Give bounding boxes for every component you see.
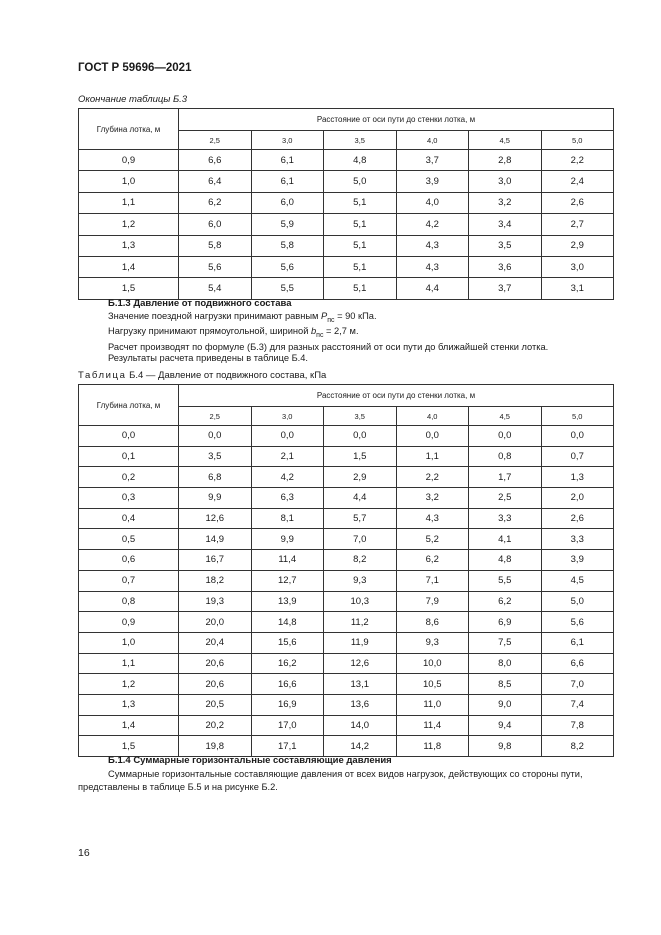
value-cell: 3,5	[469, 235, 542, 256]
section-b13-title: Б.1.3 Давление от подвижного состава	[108, 298, 292, 309]
page-number: 16	[78, 847, 90, 859]
value-cell: 5,2	[396, 529, 469, 550]
value-cell: 2,7	[541, 214, 614, 235]
value-cell: 13,6	[324, 694, 397, 715]
value-cell: 0,0	[251, 426, 324, 447]
value-cell: 16,2	[251, 653, 324, 674]
value-cell: 8,0	[469, 653, 542, 674]
value-cell: 7,0	[324, 529, 397, 550]
value-cell: 6,3	[251, 488, 324, 509]
value-cell: 8,2	[541, 736, 614, 757]
value-cell: 6,8	[179, 467, 252, 488]
table-b3	[78, 108, 614, 300]
table-b3-caption: Окончание таблицы Б.3	[78, 94, 188, 105]
table-b3-col-header: 4,0	[396, 131, 469, 150]
value-cell: 5,0	[324, 171, 397, 192]
table-row	[79, 508, 614, 529]
value-cell: 0,0	[469, 426, 542, 447]
value-cell: 7,9	[396, 591, 469, 612]
value-cell: 7,8	[541, 715, 614, 736]
table-row	[79, 529, 614, 550]
value-cell: 6,6	[541, 653, 614, 674]
value-cell: 5,1	[324, 278, 397, 299]
value-cell: 9,3	[396, 632, 469, 653]
table-b3-col-header: 2,5	[179, 131, 252, 150]
depth-cell: 0,8	[79, 591, 179, 612]
value-cell: 6,9	[469, 612, 542, 633]
value-cell: 16,7	[179, 550, 252, 571]
value-cell: 1,7	[469, 467, 542, 488]
value-cell: 1,1	[396, 446, 469, 467]
value-cell: 5,4	[179, 278, 252, 299]
table-row	[79, 715, 614, 736]
value-cell: 5,5	[251, 278, 324, 299]
value-cell: 1,5	[324, 446, 397, 467]
value-cell: 2,2	[541, 150, 614, 171]
value-cell: 6,2	[396, 550, 469, 571]
value-cell: 4,0	[396, 192, 469, 213]
value-cell: 3,0	[469, 171, 542, 192]
value-cell: 0,0	[396, 426, 469, 447]
value-cell: 2,0	[541, 488, 614, 509]
value-cell: 14,9	[179, 529, 252, 550]
table-b4-row-header: Глубина лотка, м	[79, 385, 179, 426]
depth-cell: 0,1	[79, 446, 179, 467]
value-cell: 16,9	[251, 694, 324, 715]
section-b13-line4: Результаты расчета приведены в таблице Б.4.	[108, 353, 309, 364]
value-cell: 11,0	[396, 694, 469, 715]
table-b3-col-header: 5,0	[541, 131, 614, 150]
value-cell: 11,8	[396, 736, 469, 757]
depth-cell: 0,9	[79, 150, 179, 171]
value-cell: 9,4	[469, 715, 542, 736]
value-cell: 9,3	[324, 570, 397, 591]
table-b3-col-header: 3,0	[251, 131, 324, 150]
depth-cell: 1,3	[79, 694, 179, 715]
table-b4-col-header: 3,5	[324, 407, 397, 426]
value-cell: 20,6	[179, 674, 252, 695]
section-b13-line1: Значение поездной нагрузки принимают равным $P_{пс} = 90$ кПа.	[108, 311, 377, 324]
value-cell: 11,4	[396, 715, 469, 736]
depth-cell: 1,3	[79, 235, 179, 256]
section-b14-title: Б.1.4 Суммарные горизонтальные составляющие давления	[108, 755, 392, 766]
value-cell: 5,1	[324, 235, 397, 256]
value-cell: 3,3	[541, 529, 614, 550]
table-row	[79, 488, 614, 509]
value-cell: 6,1	[251, 150, 324, 171]
value-cell: 17,1	[251, 736, 324, 757]
value-cell: 5,1	[324, 192, 397, 213]
document-header: ГОСТ Р 59696—2021	[78, 62, 192, 74]
value-cell: 4,3	[396, 508, 469, 529]
value-cell: 5,8	[179, 235, 252, 256]
table-row	[79, 550, 614, 571]
table-row	[79, 278, 614, 299]
section-b13-paragraph	[108, 311, 548, 365]
value-cell: 13,1	[324, 674, 397, 695]
table-b4-col-header: 4,0	[396, 407, 469, 426]
table-b4-col-header: 4,5	[469, 407, 542, 426]
value-cell: 7,0	[541, 674, 614, 695]
value-cell: 4,1	[469, 529, 542, 550]
value-cell: 5,6	[251, 256, 324, 277]
depth-cell: 0,9	[79, 612, 179, 633]
value-cell: 2,8	[469, 150, 542, 171]
table-row	[79, 653, 614, 674]
value-cell: 5,7	[324, 508, 397, 529]
value-cell: 20,6	[179, 653, 252, 674]
depth-cell: 0,2	[79, 467, 179, 488]
value-cell: 4,3	[396, 235, 469, 256]
table-b4-col-header: 3,0	[251, 407, 324, 426]
value-cell: 3,6	[469, 256, 542, 277]
value-cell: 14,0	[324, 715, 397, 736]
depth-cell: 1,1	[79, 192, 179, 213]
depth-cell: 1,5	[79, 278, 179, 299]
value-cell: 3,7	[469, 278, 542, 299]
depth-cell: 0,3	[79, 488, 179, 509]
table-b4-group-header: Расстояние от оси пути до стенки лотка, м	[179, 385, 614, 407]
value-cell: 5,1	[324, 256, 397, 277]
depth-cell: 1,0	[79, 632, 179, 653]
value-cell: 5,6	[179, 256, 252, 277]
value-cell: 11,9	[324, 632, 397, 653]
depth-cell: 1,2	[79, 674, 179, 695]
table-b4-caption: Таблица Б.4 — Давление от подвижного состава, кПа	[78, 370, 327, 381]
value-cell: 12,7	[251, 570, 324, 591]
table-b4-col-header: 2,5	[179, 407, 252, 426]
value-cell: 12,6	[179, 508, 252, 529]
table-row	[79, 674, 614, 695]
value-cell: 6,2	[469, 591, 542, 612]
value-cell: 0,7	[541, 446, 614, 467]
value-cell: 10,3	[324, 591, 397, 612]
value-cell: 8,6	[396, 612, 469, 633]
table-row	[79, 214, 614, 235]
table-b3-group-header: Расстояние от оси пути до стенки лотка, м	[179, 109, 614, 131]
table-row	[79, 694, 614, 715]
value-cell: 4,4	[396, 278, 469, 299]
value-cell: 6,4	[179, 171, 252, 192]
value-cell: 7,4	[541, 694, 614, 715]
value-cell: 4,5	[541, 570, 614, 591]
value-cell: 9,8	[469, 736, 542, 757]
value-cell: 2,9	[324, 467, 397, 488]
table-b4	[78, 384, 614, 757]
depth-cell: 1,1	[79, 653, 179, 674]
value-cell: 4,2	[251, 467, 324, 488]
value-cell: 4,8	[469, 550, 542, 571]
value-cell: 3,3	[469, 508, 542, 529]
depth-cell: 0,7	[79, 570, 179, 591]
value-cell: 9,9	[251, 529, 324, 550]
value-cell: 2,9	[541, 235, 614, 256]
depth-cell: 0,6	[79, 550, 179, 571]
value-cell: 3,9	[541, 550, 614, 571]
value-cell: 0,8	[469, 446, 542, 467]
table-row	[79, 570, 614, 591]
value-cell: 2,6	[541, 192, 614, 213]
table-row	[79, 612, 614, 633]
value-cell: 2,2	[396, 467, 469, 488]
value-cell: 9,0	[469, 694, 542, 715]
depth-cell: 1,2	[79, 214, 179, 235]
section-b13-line3: Расчет производят по формуле (Б.3) для разных расстояний от оси пути до ближайшей стенки лотка.	[108, 341, 549, 352]
value-cell: 1,3	[541, 467, 614, 488]
table-b4-col-header: 5,0	[541, 407, 614, 426]
value-cell: 0,0	[324, 426, 397, 447]
table-row	[79, 192, 614, 213]
value-cell: 6,2	[179, 192, 252, 213]
value-cell: 5,6	[541, 612, 614, 633]
table-row	[79, 736, 614, 757]
value-cell: 8,5	[469, 674, 542, 695]
value-cell: 3,0	[541, 256, 614, 277]
value-cell: 19,3	[179, 591, 252, 612]
value-cell: 7,5	[469, 632, 542, 653]
depth-cell: 1,5	[79, 736, 179, 757]
value-cell: 5,5	[469, 570, 542, 591]
value-cell: 0,0	[541, 426, 614, 447]
value-cell: 4,3	[396, 256, 469, 277]
table-row	[79, 235, 614, 256]
value-cell: 5,8	[251, 235, 324, 256]
table-b3-col-header: 3,5	[324, 131, 397, 150]
value-cell: 18,2	[179, 570, 252, 591]
value-cell: 10,5	[396, 674, 469, 695]
table-row	[79, 256, 614, 277]
section-b13-line2: Нагрузку принимают прямоугольной, шириной $b_{пс} = 2,7$ м.	[108, 326, 359, 340]
depth-cell: 0,4	[79, 508, 179, 529]
value-cell: 3,9	[396, 171, 469, 192]
value-cell: 9,9	[179, 488, 252, 509]
value-cell: 6,1	[251, 171, 324, 192]
value-cell: 19,8	[179, 736, 252, 757]
value-cell: 10,0	[396, 653, 469, 674]
value-cell: 20,5	[179, 694, 252, 715]
value-cell: 2,5	[469, 488, 542, 509]
value-cell: 0,0	[179, 426, 252, 447]
value-cell: 6,0	[251, 192, 324, 213]
value-cell: 17,0	[251, 715, 324, 736]
value-cell: 5,9	[251, 214, 324, 235]
value-cell: 2,6	[541, 508, 614, 529]
table-row	[79, 632, 614, 653]
value-cell: 8,2	[324, 550, 397, 571]
depth-cell: 1,0	[79, 171, 179, 192]
table-row	[79, 150, 614, 171]
depth-cell: 1,4	[79, 256, 179, 277]
value-cell: 14,2	[324, 736, 397, 757]
depth-cell: 1,4	[79, 715, 179, 736]
value-cell: 7,1	[396, 570, 469, 591]
table-b3-row-header: Глубина лотка, м	[79, 109, 179, 150]
section-b14-paragraph: Суммарные горизонтальные составляющие давления от всех видов нагрузок, действующих со стороны пути, представлены в таблице Б.5 и на рисунке Б.2.	[78, 769, 583, 792]
value-cell: 20,2	[179, 715, 252, 736]
value-cell: 3,1	[541, 278, 614, 299]
value-cell: 20,4	[179, 632, 252, 653]
value-cell: 3,4	[469, 214, 542, 235]
value-cell: 6,0	[179, 214, 252, 235]
table-row	[79, 467, 614, 488]
value-cell: 4,4	[324, 488, 397, 509]
value-cell: 3,7	[396, 150, 469, 171]
value-cell: 5,0	[541, 591, 614, 612]
value-cell: 14,8	[251, 612, 324, 633]
value-cell: 6,6	[179, 150, 252, 171]
value-cell: 20,0	[179, 612, 252, 633]
value-cell: 3,2	[396, 488, 469, 509]
value-cell: 3,5	[179, 446, 252, 467]
table-row	[79, 446, 614, 467]
value-cell: 11,2	[324, 612, 397, 633]
value-cell: 3,2	[469, 192, 542, 213]
value-cell: 4,8	[324, 150, 397, 171]
value-cell: 15,6	[251, 632, 324, 653]
value-cell: 4,2	[396, 214, 469, 235]
depth-cell: 0,5	[79, 529, 179, 550]
table-row	[79, 426, 614, 447]
value-cell: 2,1	[251, 446, 324, 467]
table-b3-col-header: 4,5	[469, 131, 542, 150]
value-cell: 2,4	[541, 171, 614, 192]
depth-cell: 0,0	[79, 426, 179, 447]
table-row	[79, 171, 614, 192]
value-cell: 11,4	[251, 550, 324, 571]
value-cell: 16,6	[251, 674, 324, 695]
value-cell: 13,9	[251, 591, 324, 612]
table-row	[79, 591, 614, 612]
value-cell: 6,1	[541, 632, 614, 653]
value-cell: 5,1	[324, 214, 397, 235]
value-cell: 12,6	[324, 653, 397, 674]
value-cell: 8,1	[251, 508, 324, 529]
